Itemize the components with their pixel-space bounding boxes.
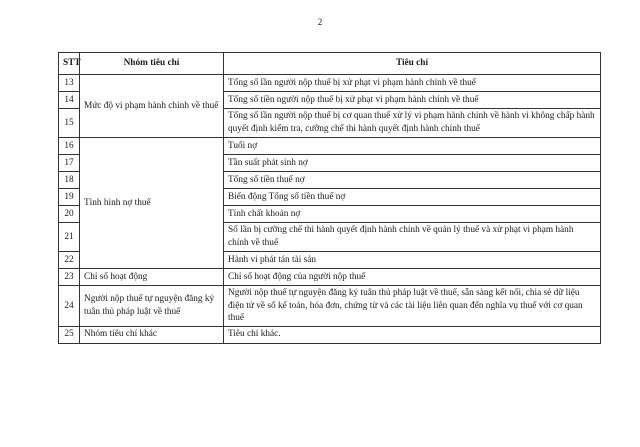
row-criterion: Người nộp thuế tự nguyện đăng ký tuân thủ pháp luật về thuế, sẵn sàng kết nối, chia sẻ dữ liệu điện tử về sổ kế toán, hóa đơn, chứng từ và các tài liệu liên quan đến nghĩa vụ thuế với cơ quan thuế bbox=[224, 286, 601, 327]
row-stt: 25 bbox=[59, 326, 80, 343]
row-criterion: Tần suất phát sinh nợ bbox=[224, 155, 601, 172]
row-stt: 13 bbox=[59, 75, 80, 92]
page-number: 2 bbox=[317, 17, 323, 27]
table-row bbox=[59, 326, 601, 343]
row-criterion: Tổng số tiền người nộp thuế bị xử phạt vi phạm hành chính về thuế bbox=[224, 92, 601, 109]
criteria-table bbox=[58, 52, 601, 344]
row-stt: 20 bbox=[59, 206, 80, 223]
row-criterion: Tổng số lần người nộp thuế bị cơ quan thuế xử lý vi phạm hành chính về hành vi không chấp hành quyết định kiểm tra, cưỡng chế thi hành quyết định hành chính thuế bbox=[224, 109, 601, 138]
header-criterion: Tiêu chí bbox=[224, 53, 601, 75]
group-cell: Người nộp thuế tự nguyện đăng ký tuân thủ pháp luật về thuế bbox=[80, 286, 224, 327]
group-cell: Mức độ vi phạm hành chính về thuế bbox=[80, 75, 224, 138]
group-cell: Tình hình nợ thuế bbox=[80, 138, 224, 269]
row-criterion: Tuổi nợ bbox=[224, 138, 601, 155]
group-cell: Chỉ số hoạt động bbox=[80, 269, 224, 286]
row-criterion: Tiêu chí khác. bbox=[224, 326, 601, 343]
header-row bbox=[59, 53, 601, 75]
row-stt: 16 bbox=[59, 138, 80, 155]
row-criterion: Biến động Tổng số tiền thuế nợ bbox=[224, 189, 601, 206]
row-criterion: Tổng số tiền thuế nợ bbox=[224, 172, 601, 189]
row-criterion: Tính chất khoản nợ bbox=[224, 206, 601, 223]
table-row bbox=[59, 286, 601, 327]
row-criterion: Tổng số lần người nộp thuế bị xử phạt vi phạm hành chính về thuế bbox=[224, 75, 601, 92]
header-stt: STT bbox=[59, 53, 80, 75]
row-criterion: Chỉ số hoạt động của người nộp thuế bbox=[224, 269, 601, 286]
table-row bbox=[59, 138, 601, 155]
group-cell: Nhóm tiêu chí khác bbox=[80, 326, 224, 343]
table-row bbox=[59, 269, 601, 286]
header-group: Nhóm tiêu chí bbox=[80, 53, 224, 75]
row-stt: 23 bbox=[59, 269, 80, 286]
row-criterion: Hành vi phát tán tài sản bbox=[224, 252, 601, 269]
row-stt: 14 bbox=[59, 92, 80, 109]
row-criterion: Số lần bị cưỡng chế thi hành quyết định hành chính về quản lý thuế và xử phạt vi phạm hành chính về thuế bbox=[224, 223, 601, 252]
row-stt: 18 bbox=[59, 172, 80, 189]
row-stt: 19 bbox=[59, 189, 80, 206]
row-stt: 22 bbox=[59, 252, 80, 269]
row-stt: 21 bbox=[59, 223, 80, 252]
table-row bbox=[59, 75, 601, 92]
row-stt: 15 bbox=[59, 109, 80, 138]
row-stt: 17 bbox=[59, 155, 80, 172]
row-stt: 24 bbox=[59, 286, 80, 327]
